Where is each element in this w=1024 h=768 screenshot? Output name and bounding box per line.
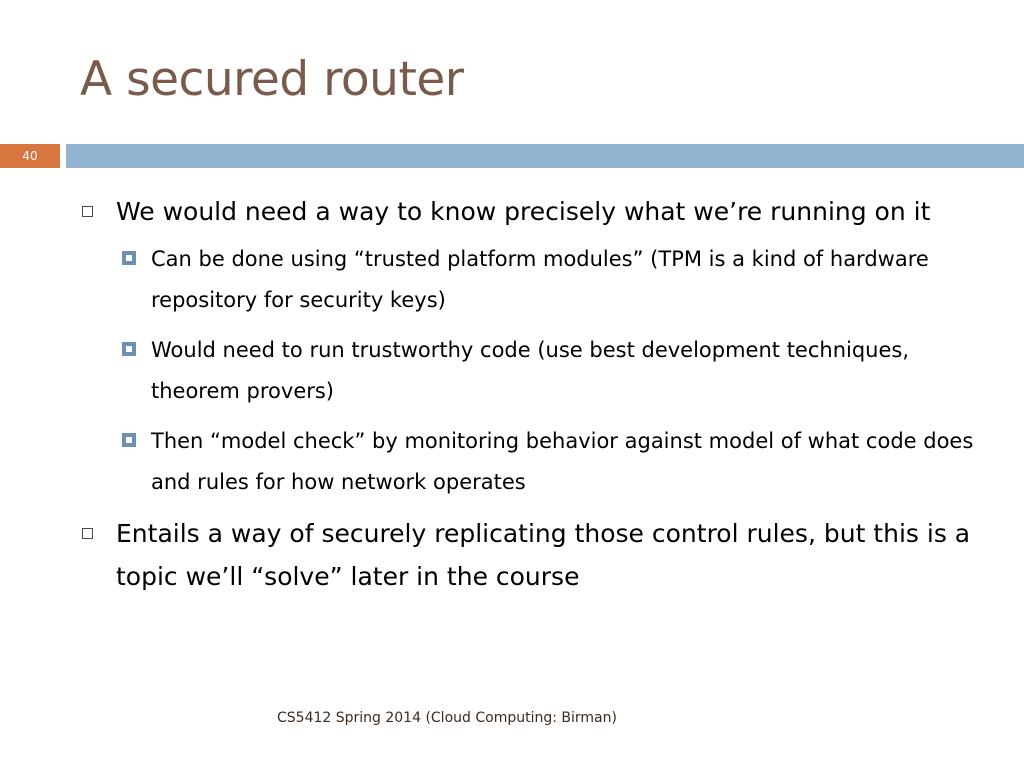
sub-bullet-text: Can be done using “trusted platform modules” (TPM is a kind of hardware repository for security keys) [151, 247, 929, 312]
slide-title: A secured router [80, 52, 464, 107]
sub-bullet-text: Then “model check” by monitoring behavior against model of what code does and rules for how network operates [151, 429, 974, 494]
filled-square-bullet-icon [122, 433, 136, 447]
filled-square-bullet-icon [122, 342, 136, 356]
bullet-item [80, 190, 980, 233]
square-bullet-icon [82, 528, 93, 539]
filled-square-bullet-icon [122, 251, 136, 265]
sub-bullet-text: Would need to run trustworthy code (use best development techniques, theorem provers) [151, 338, 910, 403]
bullet-item [80, 512, 980, 598]
slide-number: 40 [0, 144, 60, 168]
bullet-text: Entails a way of securely replicating those control rules, but this is a topic we’ll “solve” later in the course [116, 519, 971, 591]
sub-bullet-item [80, 239, 980, 321]
square-bullet-icon [82, 206, 93, 217]
slide-content [80, 190, 980, 604]
header-band [66, 144, 1024, 168]
sub-bullet-item [80, 421, 980, 503]
sub-bullet-item [80, 330, 980, 412]
slide-footer: CS5412 Spring 2014 (Cloud Computing: Birman) [277, 710, 617, 726]
bullet-text: We would need a way to know precisely what we’re running on it [116, 197, 931, 226]
